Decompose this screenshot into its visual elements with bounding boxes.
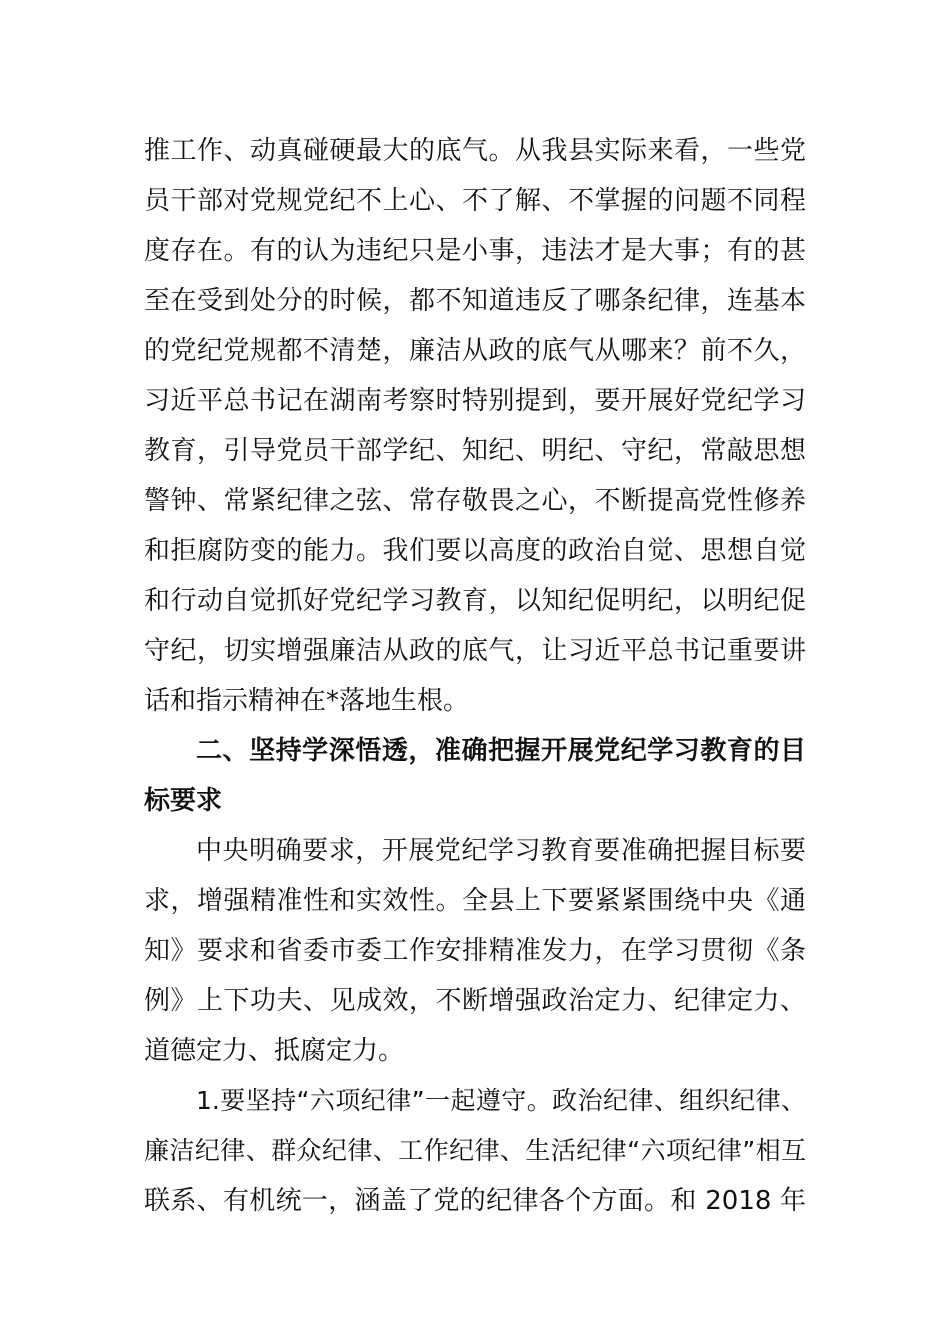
body-line: 推工作、动真碰硬最大的底气。从我县实际来看，一些党 xyxy=(144,136,806,166)
body-line: 道德定力、抵腐定力。 xyxy=(144,1036,405,1066)
body-line: 知》要求和省委市委工作安排精准发力，在学习贯彻《条 xyxy=(144,936,806,966)
body-line: 守纪，切实增强廉洁从政的底气，让习近平总书记重要讲 xyxy=(144,636,806,666)
body-line: 廉洁纪律、群众纪律、工作纪律、生活纪律“六项纪律”相互 xyxy=(144,1136,806,1165)
body-line: 例》上下功夫、见成效，不断增强政治定力、纪律定力、 xyxy=(144,986,806,1016)
body-line: 联系、有机统一，涵盖了党的纪律各个方面。和 2018 年 xyxy=(144,1186,806,1216)
body-line: 至在受到处分的时候，都不知道违反了哪条纪律，连基本 xyxy=(144,286,806,316)
body-line: 度存在。有的认为违纪只是小事，违法才是大事；有的甚 xyxy=(144,236,806,266)
body-line: 话和指示精神在*落地生根。 xyxy=(144,686,470,716)
body-line: 和拒腐防变的能力。我们要以高度的政治自觉、思想自觉 xyxy=(144,536,806,566)
body-line: 求，增强精准性和实效性。全县上下要紧紧围绕中央《通 xyxy=(144,886,806,916)
section-heading: 二、坚持学深悟透，准确把握开展党纪学习教育的目 xyxy=(196,736,806,766)
body-line: 教育，引导党员干部学纪、知纪、明纪、守纪，常敲思想 xyxy=(144,436,806,466)
body-line: 和行动自觉抓好党纪学习教育，以知纪促明纪，以明纪促 xyxy=(144,586,806,616)
section-heading: 标要求 xyxy=(144,786,223,816)
body-line: 1.要坚持“六项纪律”一起遵守。政治纪律、组织纪律、 xyxy=(196,1086,806,1115)
body-line: 警钟、常紧纪律之弦、常存敬畏之心，不断提高党性修养 xyxy=(144,486,806,516)
body-line: 中央明确要求，开展党纪学习教育要准确把握目标要 xyxy=(196,836,806,866)
body-line: 员干部对党规党纪不上心、不了解、不掌握的问题不同程 xyxy=(144,186,806,216)
body-line: 的党纪党规都不清楚，廉洁从政的底气从哪来？前不久， xyxy=(144,336,806,366)
body-line: 习近平总书记在湖南考察时特别提到，要开展好党纪学习 xyxy=(144,386,806,416)
